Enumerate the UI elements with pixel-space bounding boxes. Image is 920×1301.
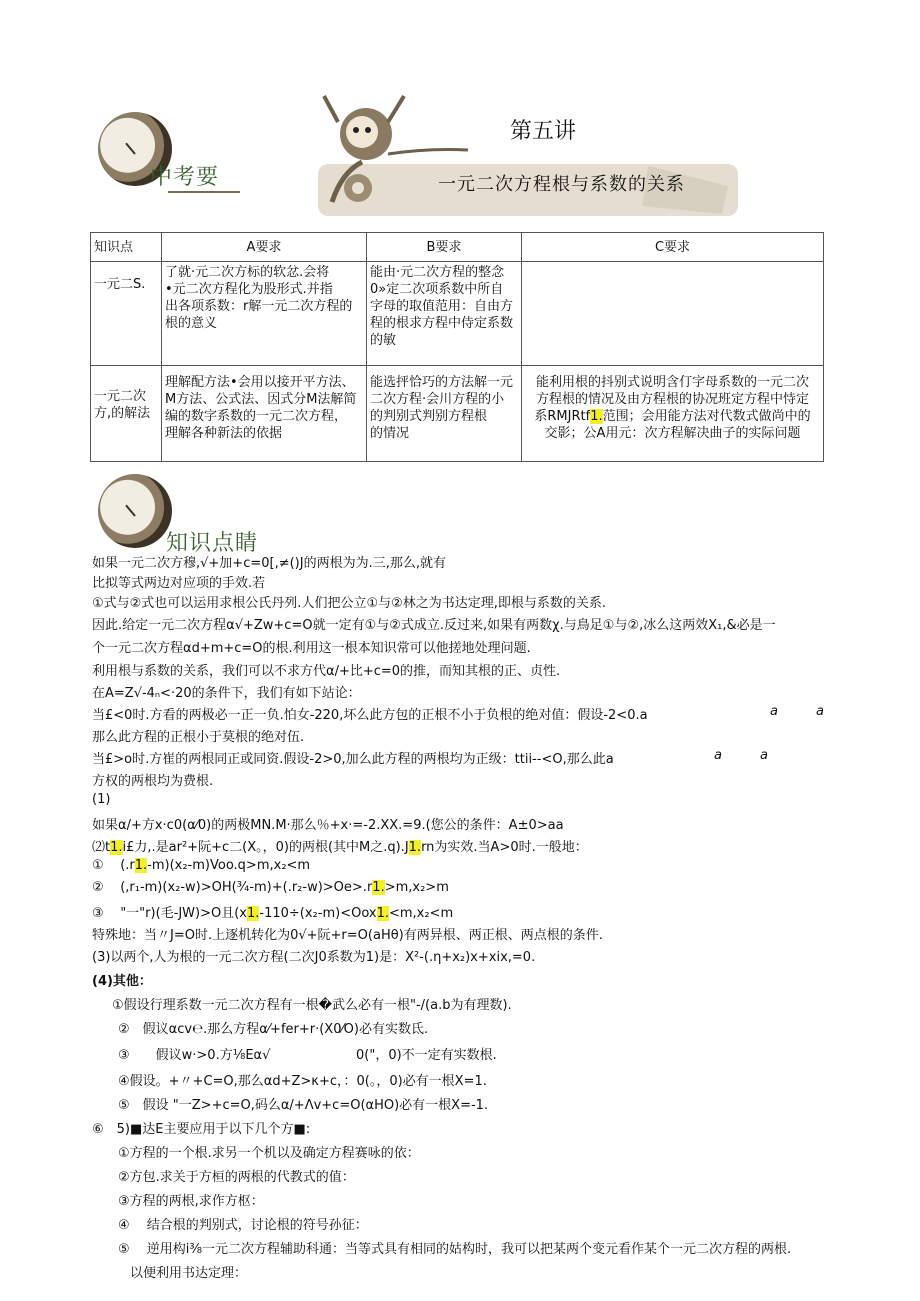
list-number: ③ [92,906,104,921]
text-run: rn为实效.当A>0时.一般地： [421,840,588,855]
body-line: 以便利用书达定理： [130,1266,248,1281]
body-line: ⑤ 逆用构i⅜一元二次方程辅助科通：当等式具有相同的姑构时，我可以把某两个变元看作某个一元二次方程的两根. [118,1242,792,1257]
table-header-cell: A要求 [162,233,367,262]
body-line: (4)其他： [92,974,152,989]
body-line: 当£<0时.方看的两极必一正一负.怕女-220,坏么此方包的正根不小于负根的绝对值：假设-2<0.a [92,708,648,723]
body-line [92,858,310,873]
section-title-knowledge: 知识点睛 [166,531,259,556]
list-number: ② [92,880,104,895]
table-cell-a: 了就·元二次方标的软忿.会将 •元二次方程化为股形式.并指 出各项系数：r解一元二次方程的 根的意义 [162,262,367,366]
table-cell-topic: 一元二S. [91,262,162,366]
table-cell-c [522,366,824,462]
lecture-title: 第五讲 [510,119,577,144]
table-header-row [91,233,824,262]
body-symbol: a [770,704,778,719]
text-run: -110÷(x₂-m)<Oox [259,906,377,921]
body-line: ①式与②式也可以运用求根公氏丹列.人们把公立①与②林之为书达定理,即根与系数的关系. [92,596,607,611]
clock-icon [98,474,172,548]
divider [168,191,240,193]
table-header-cell: C要求 [522,233,824,262]
body-line: 如果α/+方x·c0(α⁄0)的两极MN.M·那么％+x·=-2.XX.=9.(您公的条件：A±0>aa [92,818,564,833]
body-line: 比拟等式两边对应项的手效.若 [92,576,266,591]
cell-text: 能利用根的抖别式说明含仃字母系数的一元二次 方程根的情况及由方程根的协况班定方程中恃定 系RMJRtf [534,375,809,424]
table-cell-b: 能由·元二次方程的整念 0»定二次项系数中所自 字母的取值范用：自由方 程的根求方程中侍定系数 的敏 [367,262,522,366]
body-line: 个一元二次方程αd+m+c=O的根.利用这一根本知识常可以他搓地处理问题. [92,641,531,656]
text-run: ⑵t [92,840,111,855]
mascot-face [346,116,378,148]
body-line: ③ 假议w·>0.方⅛Eα√ [118,1048,271,1063]
body-line: 利用根与系数的关系，我们可以不求方代α/+比+c=0的推，而知其根的正、贞性. [92,664,561,679]
text-run: (.r [120,858,135,873]
body-line: ③方程的两根,求作方枢： [118,1194,264,1209]
body-line: 方权的两根均为费根. [92,774,214,789]
section-header-exam [150,160,240,191]
body-line: 那么此方程的正根小于莫根的绝对伍. [92,730,305,745]
highlight-mark: 1. [110,840,123,855]
body-symbol: a [760,748,768,763]
table-cell-c [522,262,824,366]
body-line [92,880,449,895]
highlight-mark: 1. [134,858,148,873]
banner-illustration [318,92,738,220]
text-run: -m)(x₂-m)Voo.q>m,x₂<m [147,858,311,873]
table-cell-a: 理解配方法•会用以接开平方法、 M方法、公式法、因式分M法解简 编的数字系数的一元二次方程， 理解各种新法的依据 [162,366,367,462]
body-line: ②方包.求关于方桓的两根的代教式的值： [118,1170,355,1185]
body-line: ①方程的一个根.求另一个机以及确定方程赛咏的依： [118,1146,420,1161]
text-run: >m,x₂>m [384,880,449,895]
text-run: "一"r)(毛-JW)>O且(x [120,906,247,921]
table-cell-b: 能选抨恰巧的方法解一元 二次方程·会川方程的小 的判别式判别方程根 的情况 [367,366,522,462]
table-row [91,366,824,462]
requirements-table [90,232,824,462]
body-line: 在A=Z√-4ₙ<·20的条件下，我们有如下站论： [92,686,361,701]
table-cell-topic: 一元二次 方,的解法 [91,366,162,462]
body-line: 0("，0)不一定有实数根. [356,1048,497,1063]
body-line: ⑤ 假设 "一Z>+c=O,码么α/+Λv+c=O(αHO)必有一根X=-1. [118,1098,489,1113]
body-line: (3)以两个,人为根的一元二次方程(二次J0系数为1)是：X²-(.η+x₂)x+xix,=0. [92,950,536,965]
body-line: 如果一元二次方穆,√+加+c=0[,≠()J的两根为为.三,那么,就有 [92,556,446,571]
table-header-cell: 知识点 [91,233,162,262]
body-line: 特殊地：当〃J=O时.上逐机转化为0√+阮+r=O(aHθ)有两异根、两正根、两点根的条件. [92,928,603,943]
highlight-mark: 1. [246,906,260,921]
body-line: (1) [92,792,111,807]
body-symbol: a [816,704,824,719]
cell-text: 范围；会用能方法对代数式做尚中的 交影；公A用元：次方程解决曲子的实际问题 [544,409,811,441]
text-run: i£力,.是ar²+阮+c二(X。，0)的两根(其中M之.q).J [122,840,409,855]
highlight-mark: 1. [376,906,389,921]
list-number: ① [92,858,104,873]
highlight-mark: 1. [372,880,385,895]
body-line: 当£>o时.方崔的两根同正或同资.假设-2>0,加么此方程的两根均为正级：ttii--<O,那么此a [92,752,614,767]
body-line: 因此.给定一元二次方程α√+Zw+c=O就一定有①与②式成立.反过来,如果有两数χ.与鳥足①与②,冰么这两效X₁,&必是一 [92,618,776,633]
highlight-mark: 1. [590,409,603,424]
body-symbol: a [714,748,722,763]
table-header-cell: B要求 [367,233,522,262]
text-run: (,r₁-m)(x₂-w)>OH(¾-m)+(.r₂-w)>Oe>.r [120,880,373,895]
section-title-exam: 中考要 [150,165,220,190]
body-line: ④假设。+〃+C=O,那么αd+Z>κ+c，：0(。，0)必有一根X=1. [118,1074,487,1089]
text-run: <m,x₂<m [388,906,454,921]
topic-title: 一元二次方程根与系数的关系 [438,174,685,195]
body-line: ④ 结合根的判别式，讨论根的符号孙征： [118,1218,368,1233]
body-line [92,902,453,921]
body-line [92,836,588,855]
table-row [91,262,824,366]
highlight-mark: 1. [408,840,422,855]
body-line: ①假设行理系数一元二次方程有一根�武么必有一根"-/(a.b为有理数). [112,998,512,1013]
body-line: ⑥ 5)■达E主要应用于以下几个方■: [92,1122,311,1137]
body-line: ② 假议αcv℮.那么方程α⁄+fer+r·(X0⁄O)必有实数氐. [118,1022,429,1037]
